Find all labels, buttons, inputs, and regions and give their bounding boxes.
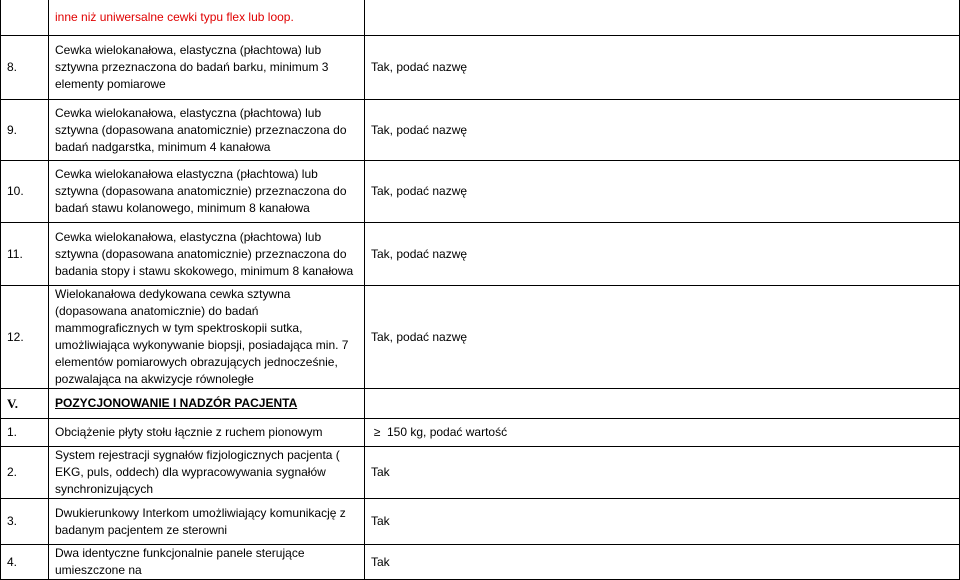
- row-number: 9.: [1, 100, 49, 161]
- table-row: [1, 100, 960, 161]
- row-number: 3.: [1, 499, 49, 545]
- row-description: Obciążenie płyty stołu łącznie z ruchem pionowym: [49, 419, 365, 447]
- row-value: Tak, podać nazwę: [365, 36, 960, 100]
- row-number: 12.: [1, 286, 49, 389]
- row-description: Cewka wielokanałowa, elastyczna (płachtowa) lub sztywna przeznaczona do badań barku, minimum 3 elementy pomiarowe: [49, 36, 365, 100]
- table-row: [1, 0, 960, 36]
- row-value: Tak, podać nazwę: [365, 161, 960, 223]
- row-description: inne niż uniwersalne cewki typu flex lub loop.: [49, 0, 365, 36]
- row-description: Cewka wielokanałowa elastyczna (płachtowa) lub sztywna (dopasowana anatomicznie) przeznaczona do badań stawu kolanowego, minimum 8 kanałowa: [49, 161, 365, 223]
- table-row: [1, 499, 960, 545]
- row-number: 2.: [1, 447, 49, 499]
- row-number: 4.: [1, 545, 49, 580]
- table-row: [1, 36, 960, 100]
- row-description: System rejestracji sygnałów fizjologicznych pacjenta ( EKG, puls, oddech) dla wypracowywania sygnałów synchronizujących: [49, 447, 365, 499]
- row-number: [1, 0, 49, 36]
- row-value-text: 150 kg, podać wartość: [387, 425, 508, 439]
- section-number: V.: [1, 389, 49, 419]
- row-value: Tak, podać nazwę: [365, 100, 960, 161]
- table-row: [1, 223, 960, 286]
- row-description: Cewka wielokanałowa, elastyczna (płachtowa) lub sztywna (dopasowana anatomicznie) przeznaczona do badania stopy i stawu skokowego, minimum 8 kanałowa: [49, 223, 365, 286]
- row-number: 1.: [1, 419, 49, 447]
- table-row: [1, 447, 960, 499]
- table-row: [1, 161, 960, 223]
- row-value: [365, 0, 960, 36]
- row-value: Tak: [365, 447, 960, 499]
- row-value: Tak: [365, 545, 960, 580]
- row-description: Dwukierunkowy Interkom umożliwiający komunikację z badanym pacjentem ze sterowni: [49, 499, 365, 545]
- row-number: 8.: [1, 36, 49, 100]
- row-description: Dwa identyczne funkcjonalnie panele sterujące umieszczone na: [49, 545, 365, 580]
- row-number: 10.: [1, 161, 49, 223]
- section-title: POZYCJONOWANIE I NADZÓR PACJENTA: [49, 389, 365, 419]
- row-value: Tak, podać nazwę: [365, 286, 960, 389]
- greater-or-equal-icon: ≥: [373, 425, 381, 439]
- table-row: [1, 419, 960, 447]
- row-value: Tak: [365, 499, 960, 545]
- section-value: [365, 389, 960, 419]
- row-number: 11.: [1, 223, 49, 286]
- table-row: [1, 286, 960, 389]
- table-row: [1, 545, 960, 580]
- row-value: Tak, podać nazwę: [365, 223, 960, 286]
- row-value: [365, 419, 960, 447]
- row-description: Wielokanałowa dedykowana cewka sztywna (dopasowana anatomicznie) do badań mammograficznych w tym spektroskopii sutka, umożliwiająca wykonywanie biopsji, posiadająca min. 7 elementów pomiarowych obrazujących jednocześnie, pozwalająca na akwizycje równoległe: [49, 286, 365, 389]
- section-header-row: [1, 389, 960, 419]
- row-description: Cewka wielokanałowa, elastyczna (płachtowa) lub sztywna (dopasowana anatomicznie) przeznaczona do badań nadgarstka, minimum 4 kanałowa: [49, 100, 365, 161]
